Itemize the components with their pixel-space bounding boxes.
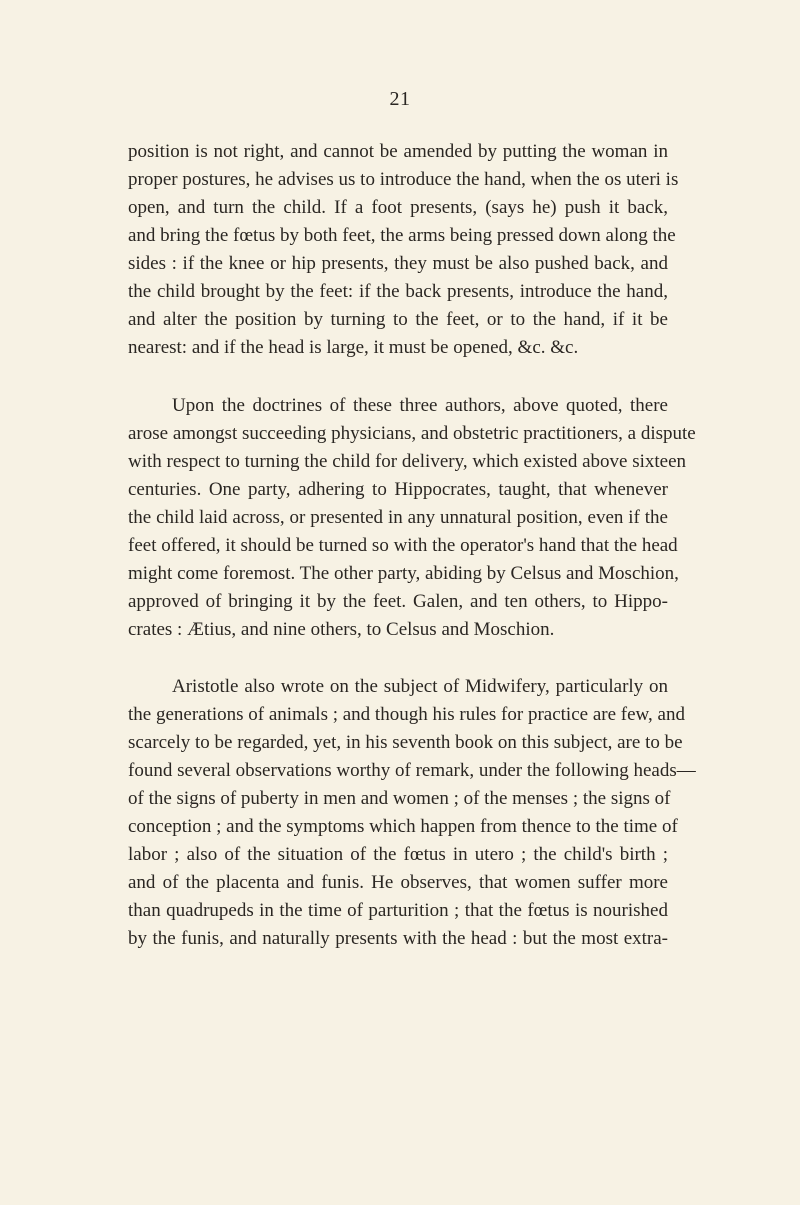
text-line: found several observations worthy of remark, under the following heads— [128, 760, 696, 781]
text-line: position is not right, and cannot be amended by putting the woman in [128, 141, 668, 162]
text-line: with respect to turning the child for delivery, which existed above sixteen [128, 451, 687, 472]
text-line: Aristotle also wrote on the subject of Midwifery, particularly on [172, 676, 668, 697]
text-line: of the signs of puberty in men and women ; of the menses ; the signs of [128, 788, 671, 809]
text-line: the child laid across, or presented in any unnatural position, even if the [128, 507, 668, 528]
text-line: feet offered, it should be turned so with the operator's hand that the head [128, 535, 678, 556]
text-line: might come foremost. The other party, abiding by Celsus and Moschion, [128, 563, 679, 584]
text-line: conception ; and the symptoms which happen from thence to the time of [128, 816, 678, 837]
text-line: scarcely to be regarded, yet, in his seventh book on this subject, are to be [128, 732, 683, 753]
text-line: open, and turn the child. If a foot presents, (says he) push it back, [128, 197, 668, 218]
text-line: sides : if the knee or hip presents, they must be also pushed back, and [128, 253, 668, 274]
text-line: by the funis, and naturally presents with the head : but the most extra- [128, 928, 668, 949]
text-line: and of the placenta and funis. He observes, that women suffer more [128, 872, 668, 893]
text-line: than quadrupeds in the time of parturition ; that the fœtus is nourished [128, 900, 668, 921]
text-line: arose amongst succeeding physicians, and obstetric practitioners, a dispute [128, 423, 696, 444]
paragraph-2 [128, 392, 696, 644]
text-line: crates : Ætius, and nine others, to Celsus and Moschion. [128, 619, 555, 640]
text-line: and bring the fœtus by both feet, the arms being pressed down along the [128, 225, 676, 246]
paragraph-3 [128, 673, 696, 953]
text-line: and alter the position by turning to the feet, or to the hand, if it be [128, 309, 668, 330]
text-line: nearest: and if the head is large, it must be opened, &c. &c. [128, 337, 579, 358]
text-line: proper postures, he advises us to introduce the hand, when the os uteri is [128, 169, 679, 190]
text-line: labor ; also of the situation of the fœtus in utero ; the child's birth ; [128, 844, 668, 865]
paragraph-1 [128, 138, 679, 362]
text-line: the generations of animals ; and though his rules for practice are few, and [128, 704, 685, 725]
page-number: 21 [389, 88, 411, 110]
text-line: Upon the doctrines of these three authors, above quoted, there [172, 395, 668, 416]
text-line: the child brought by the feet: if the back presents, introduce the hand, [128, 281, 668, 302]
text-line: approved of bringing it by the feet. Galen, and ten others, to Hippo- [128, 591, 668, 612]
text-line: centuries. One party, adhering to Hippocrates, taught, that whenever [128, 479, 668, 500]
